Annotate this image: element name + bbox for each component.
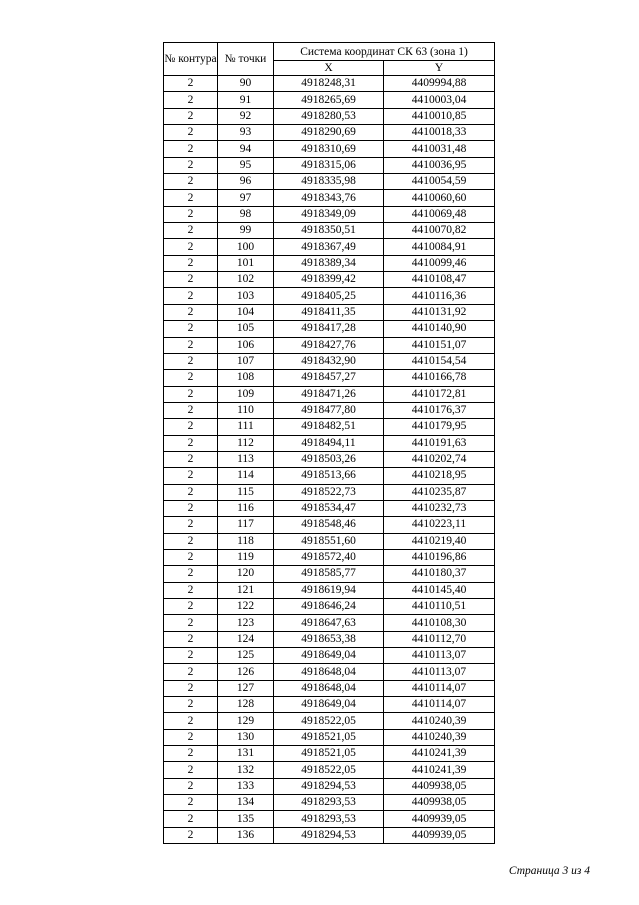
cell-x: 4918619,94 (274, 582, 384, 598)
cell-x: 4918649,04 (274, 697, 384, 713)
cell-x: 4918293,53 (274, 795, 384, 811)
table-row (164, 419, 495, 435)
cell-y: 4410241,39 (384, 762, 495, 778)
cell-x: 4918405,25 (274, 288, 384, 304)
cell-x: 4918417,28 (274, 321, 384, 337)
cell-x: 4918248,31 (274, 76, 384, 92)
cell-point: 115 (218, 484, 274, 500)
cell-point: 125 (218, 648, 274, 664)
cell-contour: 2 (164, 533, 218, 549)
cell-point: 102 (218, 272, 274, 288)
cell-point: 135 (218, 811, 274, 827)
table-row (164, 288, 495, 304)
cell-y: 4410031,48 (384, 141, 495, 157)
header-point-number: № точки (218, 43, 274, 76)
table-row (164, 76, 495, 92)
cell-point: 136 (218, 827, 274, 843)
cell-contour: 2 (164, 304, 218, 320)
cell-x: 4918290,69 (274, 125, 384, 141)
cell-contour: 2 (164, 680, 218, 696)
cell-contour: 2 (164, 746, 218, 762)
cell-x: 4918411,35 (274, 304, 384, 320)
header-y: Y (384, 61, 495, 76)
cell-y: 4410232,73 (384, 500, 495, 516)
cell-x: 4918293,53 (274, 811, 384, 827)
cell-x: 4918265,69 (274, 92, 384, 108)
table-row (164, 533, 495, 549)
cell-y: 4410084,91 (384, 239, 495, 255)
cell-contour: 2 (164, 615, 218, 631)
table-row (164, 795, 495, 811)
table-row (164, 729, 495, 745)
cell-x: 4918534,47 (274, 500, 384, 516)
table-row (164, 141, 495, 157)
cell-contour: 2 (164, 239, 218, 255)
cell-contour: 2 (164, 664, 218, 680)
table-row (164, 549, 495, 565)
cell-point: 118 (218, 533, 274, 549)
cell-contour: 2 (164, 713, 218, 729)
cell-y: 4410003,04 (384, 92, 495, 108)
cell-x: 4918494,11 (274, 435, 384, 451)
cell-point: 123 (218, 615, 274, 631)
cell-point: 105 (218, 321, 274, 337)
cell-point: 116 (218, 500, 274, 516)
table-row (164, 484, 495, 500)
cell-contour: 2 (164, 566, 218, 582)
cell-contour: 2 (164, 468, 218, 484)
page-number: Страница 3 из 4 (508, 865, 590, 877)
table-row (164, 174, 495, 190)
cell-y: 4410151,07 (384, 337, 495, 353)
table-row (164, 615, 495, 631)
cell-y: 4410112,70 (384, 631, 495, 647)
cell-y: 4410219,40 (384, 533, 495, 549)
cell-contour: 2 (164, 92, 218, 108)
cell-point: 91 (218, 92, 274, 108)
table-row (164, 223, 495, 239)
cell-y: 4410069,48 (384, 206, 495, 222)
cell-point: 104 (218, 304, 274, 320)
table-row (164, 272, 495, 288)
cell-point: 99 (218, 223, 274, 239)
cell-y: 4410140,90 (384, 321, 495, 337)
table-row (164, 713, 495, 729)
cell-y: 4410110,51 (384, 599, 495, 615)
cell-x: 4918513,66 (274, 468, 384, 484)
cell-point: 122 (218, 599, 274, 615)
table-row (164, 631, 495, 647)
cell-y: 4410196,86 (384, 549, 495, 565)
cell-x: 4918572,40 (274, 549, 384, 565)
cell-y: 4409994,88 (384, 76, 495, 92)
cell-point: 128 (218, 697, 274, 713)
cell-contour: 2 (164, 288, 218, 304)
table-row (164, 680, 495, 696)
header-x: X (274, 61, 384, 76)
cell-x: 4918335,98 (274, 174, 384, 190)
cell-contour: 2 (164, 435, 218, 451)
cell-point: 131 (218, 746, 274, 762)
table-row (164, 157, 495, 173)
cell-contour: 2 (164, 141, 218, 157)
table-row (164, 353, 495, 369)
header-coordinate-system: Система координат СК 63 (зона 1) (274, 43, 495, 61)
cell-point: 112 (218, 435, 274, 451)
cell-contour: 2 (164, 76, 218, 92)
cell-x: 4918310,69 (274, 141, 384, 157)
cell-x: 4918427,76 (274, 337, 384, 353)
cell-y: 4410154,54 (384, 353, 495, 369)
table-row (164, 255, 495, 271)
cell-y: 4410240,39 (384, 713, 495, 729)
cell-y: 4410113,07 (384, 664, 495, 680)
cell-contour: 2 (164, 648, 218, 664)
cell-y: 4410202,74 (384, 451, 495, 467)
cell-x: 4918551,60 (274, 533, 384, 549)
cell-contour: 2 (164, 827, 218, 843)
cell-contour: 2 (164, 778, 218, 794)
cell-y: 4410235,87 (384, 484, 495, 500)
cell-point: 95 (218, 157, 274, 173)
cell-point: 94 (218, 141, 274, 157)
cell-contour: 2 (164, 157, 218, 173)
table-row (164, 582, 495, 598)
cell-contour: 2 (164, 729, 218, 745)
cell-contour: 2 (164, 599, 218, 615)
cell-x: 4918653,38 (274, 631, 384, 647)
cell-point: 117 (218, 517, 274, 533)
cell-x: 4918649,04 (274, 648, 384, 664)
table-row (164, 664, 495, 680)
cell-contour: 2 (164, 811, 218, 827)
cell-contour: 2 (164, 402, 218, 418)
cell-point: 127 (218, 680, 274, 696)
cell-x: 4918477,80 (274, 402, 384, 418)
cell-y: 4410218,95 (384, 468, 495, 484)
table-row (164, 827, 495, 843)
header-row-1 (164, 43, 495, 61)
cell-y: 4410145,40 (384, 582, 495, 598)
cell-point: 133 (218, 778, 274, 794)
cell-x: 4918585,77 (274, 566, 384, 582)
cell-x: 4918294,53 (274, 827, 384, 843)
cell-point: 96 (218, 174, 274, 190)
cell-point: 113 (218, 451, 274, 467)
cell-x: 4918367,49 (274, 239, 384, 255)
cell-contour: 2 (164, 353, 218, 369)
cell-contour: 2 (164, 386, 218, 402)
cell-point: 98 (218, 206, 274, 222)
cell-contour: 2 (164, 174, 218, 190)
cell-y: 4410131,92 (384, 304, 495, 320)
cell-contour: 2 (164, 517, 218, 533)
cell-y: 4410223,11 (384, 517, 495, 533)
cell-x: 4918294,53 (274, 778, 384, 794)
cell-point: 103 (218, 288, 274, 304)
cell-x: 4918432,90 (274, 353, 384, 369)
cell-contour: 2 (164, 500, 218, 516)
table-row (164, 321, 495, 337)
cell-y: 4410179,95 (384, 419, 495, 435)
table-row (164, 370, 495, 386)
cell-y: 4410108,30 (384, 615, 495, 631)
cell-x: 4918471,26 (274, 386, 384, 402)
table-row (164, 304, 495, 320)
cell-y: 4410180,37 (384, 566, 495, 582)
cell-point: 93 (218, 125, 274, 141)
cell-x: 4918343,76 (274, 190, 384, 206)
cell-x: 4918646,24 (274, 599, 384, 615)
cell-x: 4918548,46 (274, 517, 384, 533)
table-row (164, 599, 495, 615)
cell-point: 97 (218, 190, 274, 206)
cell-contour: 2 (164, 484, 218, 500)
cell-contour: 2 (164, 631, 218, 647)
cell-y: 4410114,07 (384, 697, 495, 713)
cell-y: 4410018,33 (384, 125, 495, 141)
cell-y: 4409938,05 (384, 778, 495, 794)
table-row (164, 517, 495, 533)
cell-contour: 2 (164, 255, 218, 271)
cell-y: 4410166,78 (384, 370, 495, 386)
cell-point: 101 (218, 255, 274, 271)
cell-x: 4918521,05 (274, 746, 384, 762)
table-row (164, 778, 495, 794)
cell-y: 4410054,59 (384, 174, 495, 190)
cell-x: 4918349,09 (274, 206, 384, 222)
cell-x: 4918521,05 (274, 729, 384, 745)
table-row (164, 190, 495, 206)
cell-y: 4410191,63 (384, 435, 495, 451)
cell-contour: 2 (164, 582, 218, 598)
cell-point: 129 (218, 713, 274, 729)
cell-contour: 2 (164, 451, 218, 467)
cell-y: 4410241,39 (384, 746, 495, 762)
table-row (164, 697, 495, 713)
table-row (164, 811, 495, 827)
cell-x: 4918389,34 (274, 255, 384, 271)
cell-x: 4918350,51 (274, 223, 384, 239)
cell-y: 4410070,82 (384, 223, 495, 239)
cell-point: 132 (218, 762, 274, 778)
cell-point: 108 (218, 370, 274, 386)
table-row (164, 746, 495, 762)
table-row (164, 468, 495, 484)
cell-y: 4410108,47 (384, 272, 495, 288)
cell-point: 119 (218, 549, 274, 565)
table-row (164, 206, 495, 222)
cell-contour: 2 (164, 370, 218, 386)
table-header (164, 43, 495, 76)
cell-point: 121 (218, 582, 274, 598)
cell-y: 4409939,05 (384, 811, 495, 827)
cell-contour: 2 (164, 108, 218, 124)
cell-y: 4409938,05 (384, 795, 495, 811)
cell-point: 124 (218, 631, 274, 647)
cell-point: 120 (218, 566, 274, 582)
table-body (164, 76, 495, 844)
table-row (164, 566, 495, 582)
cell-contour: 2 (164, 795, 218, 811)
cell-x: 4918399,42 (274, 272, 384, 288)
cell-contour: 2 (164, 337, 218, 353)
cell-x: 4918522,73 (274, 484, 384, 500)
cell-point: 126 (218, 664, 274, 680)
cell-y: 4410116,36 (384, 288, 495, 304)
cell-point: 100 (218, 239, 274, 255)
table-row (164, 435, 495, 451)
cell-y: 4409939,05 (384, 827, 495, 843)
cell-point: 130 (218, 729, 274, 745)
table-row (164, 337, 495, 353)
cell-y: 4410010,85 (384, 108, 495, 124)
cell-point: 109 (218, 386, 274, 402)
cell-contour: 2 (164, 549, 218, 565)
cell-point: 107 (218, 353, 274, 369)
cell-point: 92 (218, 108, 274, 124)
table-row (164, 125, 495, 141)
table-row (164, 402, 495, 418)
table-row (164, 762, 495, 778)
table-row (164, 239, 495, 255)
cell-x: 4918648,04 (274, 664, 384, 680)
cell-point: 134 (218, 795, 274, 811)
cell-point: 90 (218, 76, 274, 92)
cell-x: 4918648,04 (274, 680, 384, 696)
cell-contour: 2 (164, 223, 218, 239)
cell-x: 4918522,05 (274, 762, 384, 778)
cell-point: 111 (218, 419, 274, 435)
cell-y: 4410172,81 (384, 386, 495, 402)
cell-x: 4918280,53 (274, 108, 384, 124)
cell-x: 4918522,05 (274, 713, 384, 729)
cell-y: 4410176,37 (384, 402, 495, 418)
cell-point: 106 (218, 337, 274, 353)
cell-y: 4410113,07 (384, 648, 495, 664)
table-row (164, 648, 495, 664)
cell-x: 4918647,63 (274, 615, 384, 631)
table-row (164, 92, 495, 108)
table-row (164, 108, 495, 124)
cell-x: 4918503,26 (274, 451, 384, 467)
cell-y: 4410099,46 (384, 255, 495, 271)
cell-contour: 2 (164, 190, 218, 206)
cell-point: 110 (218, 402, 274, 418)
cell-contour: 2 (164, 419, 218, 435)
cell-y: 4410036,95 (384, 157, 495, 173)
cell-contour: 2 (164, 321, 218, 337)
table-row (164, 500, 495, 516)
cell-x: 4918482,51 (274, 419, 384, 435)
cell-y: 4410060,60 (384, 190, 495, 206)
cell-contour: 2 (164, 272, 218, 288)
header-contour-number: № контура (164, 43, 218, 76)
coordinates-table (163, 42, 495, 844)
cell-y: 4410114,07 (384, 680, 495, 696)
cell-contour: 2 (164, 762, 218, 778)
cell-y: 4410240,39 (384, 729, 495, 745)
table-row (164, 451, 495, 467)
cell-x: 4918315,06 (274, 157, 384, 173)
cell-contour: 2 (164, 206, 218, 222)
cell-contour: 2 (164, 697, 218, 713)
cell-point: 114 (218, 468, 274, 484)
cell-x: 4918457,27 (274, 370, 384, 386)
table-row (164, 386, 495, 402)
cell-contour: 2 (164, 125, 218, 141)
